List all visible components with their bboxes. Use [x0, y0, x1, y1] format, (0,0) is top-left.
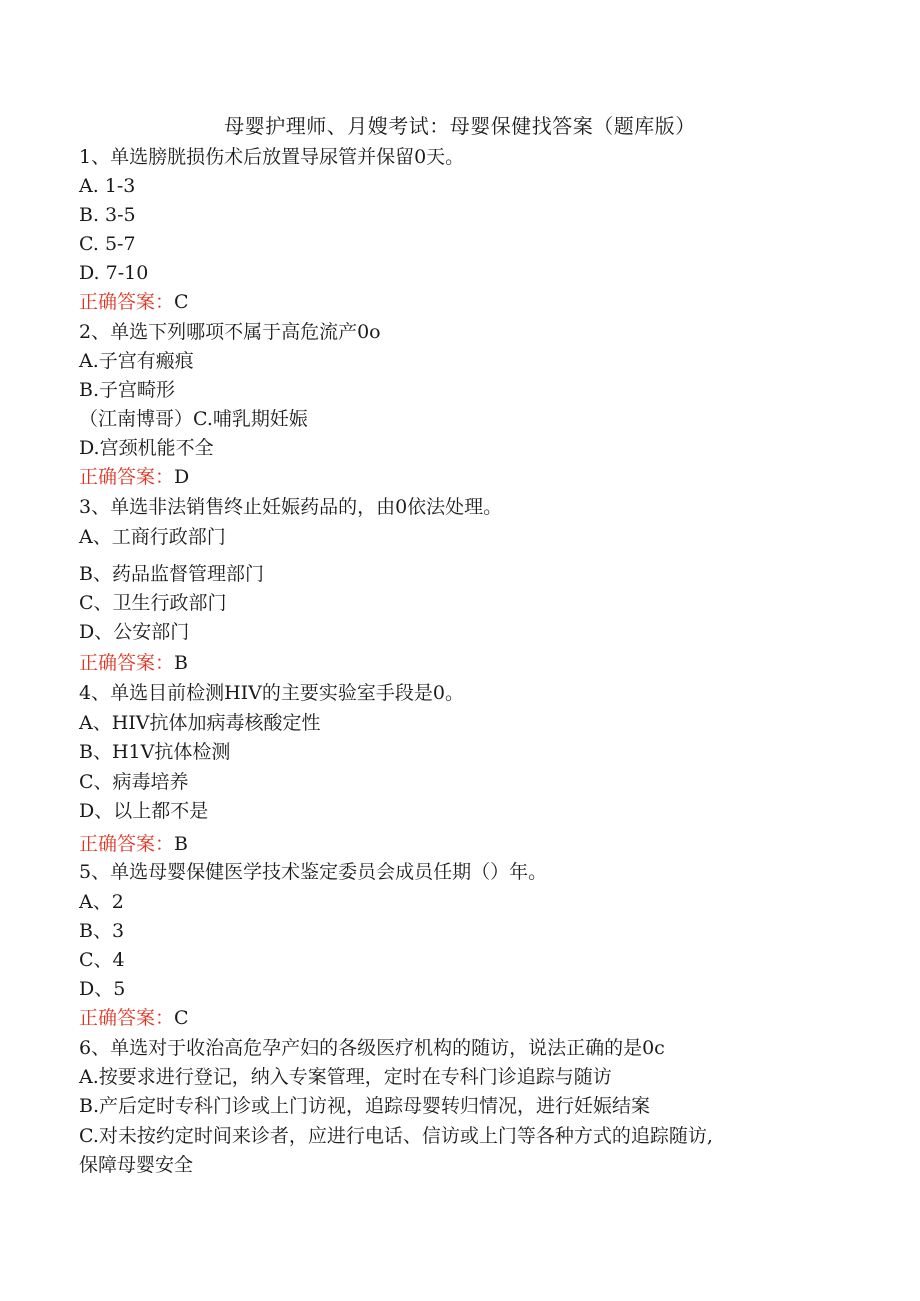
question-4-option-a: A、HIV抗体加病毒核酸定性 [79, 712, 321, 734]
question-1-option-c: C. 5-7 [79, 233, 136, 255]
question-5-option-c: C、4 [79, 949, 125, 971]
question-4-option-c: C、病毒培养 [79, 771, 189, 793]
answer-value: B [174, 652, 188, 674]
question-3-stem: 3、单选非法销售终止妊娠药品的，由0依法处理。 [79, 496, 503, 518]
answer-value: C [174, 291, 189, 313]
question-4-stem: 4、单选目前检测HIV的主要实验室手段是0。 [79, 682, 464, 704]
answer-label: 正确答案： [79, 1007, 175, 1029]
question-2-option-b: B.子宫畸形 [79, 379, 176, 401]
answer-value: C [174, 1007, 189, 1029]
question-6-stem: 6、单选对于收治高危孕产妇的各级医疗机构的随访，说法正确的是0c [79, 1037, 665, 1059]
answer-value: D [174, 466, 190, 488]
question-4-option-b: B、H1V抗体检测 [79, 741, 231, 763]
answer-label: 正确答案： [79, 466, 175, 488]
question-1-answer [79, 288, 189, 316]
question-5-option-a: A、2 [79, 891, 124, 913]
question-2-answer [79, 463, 189, 491]
question-1-stem: 1、单选膀胱损伤术后放置导尿管并保留0天。 [79, 146, 465, 168]
question-6-option-a: A.按要求进行登记，纳入专案管理，定时在专科门诊追踪与随访 [79, 1066, 612, 1088]
question-3-option-a: A、工商行政部门 [79, 526, 226, 548]
question-3-answer [79, 649, 188, 677]
question-5-stem: 5、单选母婴保健医学技术鉴定委员会成员任期（）年。 [79, 861, 548, 883]
question-4-option-d: D、以上都不是 [79, 800, 209, 822]
answer-label: 正确答案： [79, 833, 175, 855]
question-2-option-d: D.宫颈机能不全 [79, 437, 214, 459]
answer-label: 正确答案： [79, 291, 175, 313]
question-2-stem: 2、单选下列哪项不属于高危流产0o [79, 321, 381, 343]
question-2-option-a: A.子宫有瘢痕 [79, 350, 194, 372]
question-6-option-c: C.对未按约定时间来诊者，应进行电话、信访或上门等各种方式的追踪随访, [79, 1125, 713, 1147]
question-5-answer [79, 1004, 189, 1032]
question-3-option-c: C、卫生行政部门 [79, 592, 227, 614]
question-2-option-c: （江南博哥）C.哺乳期妊娠 [79, 408, 308, 430]
question-3-option-d: D、公安部门 [79, 621, 190, 643]
question-1-option-d: D. 7-10 [79, 262, 149, 284]
question-5-option-b: B、3 [79, 920, 125, 942]
question-6-option-b: B.产后定时专科门诊或上门访视，追踪母婴转归情况，进行妊娠结案 [79, 1095, 651, 1117]
document-title: 母婴护理师、月嫂考试：母婴保健找答案（题库版） [224, 114, 696, 138]
answer-value: B [174, 833, 188, 855]
answer-label: 正确答案： [79, 652, 175, 674]
question-1-option-a: A. 1-3 [79, 175, 136, 197]
question-5-option-d: D、5 [79, 978, 126, 1000]
question-6-option-c-continued: 保障母婴安全 [79, 1154, 194, 1176]
question-1-option-b: B. 3-5 [79, 204, 136, 226]
question-3-option-b: B、药品监督管理部门 [79, 563, 264, 585]
question-4-answer [79, 830, 188, 858]
